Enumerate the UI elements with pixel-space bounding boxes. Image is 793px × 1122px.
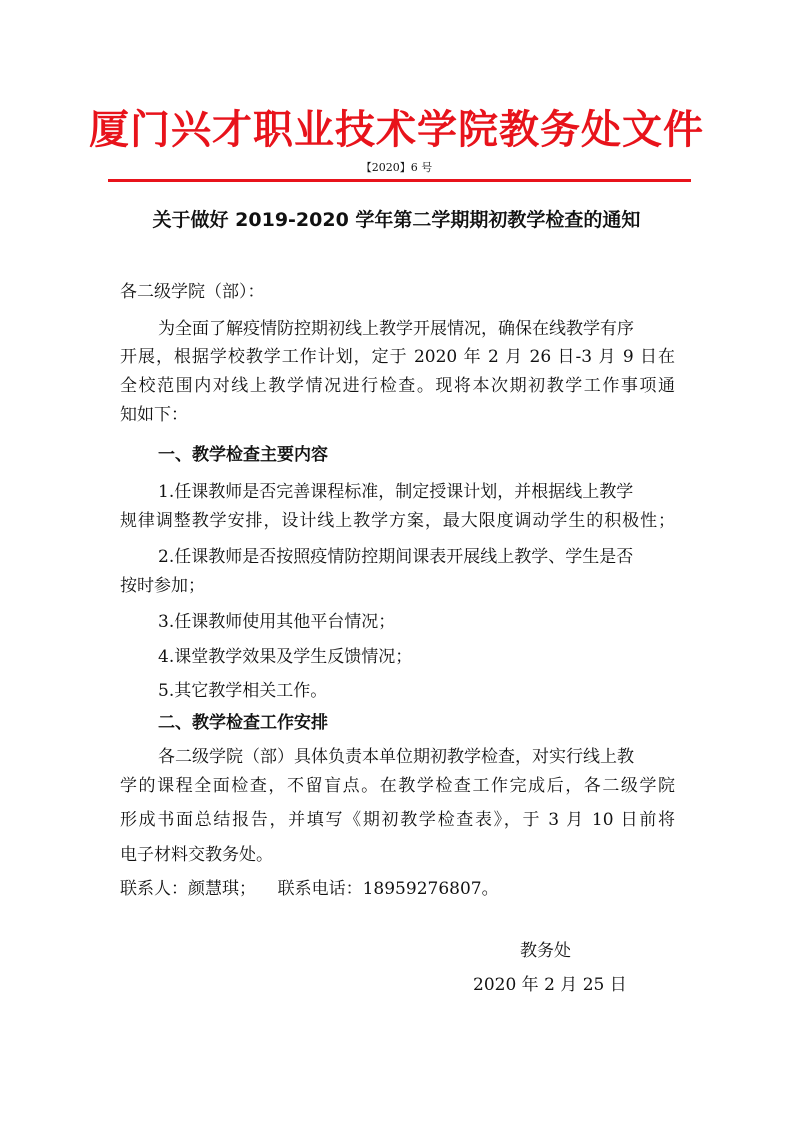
notice-title: 关于做好 2019-2020 学年第二学期期初教学检查的通知 (152, 209, 641, 231)
contact-line: 联系人：颜慧琪； 联系电话：18959276807。 (120, 879, 499, 899)
section2-heading: 二、教学检查工作安排 (158, 713, 328, 733)
intro-line-3: 全校范围内对线上教学情况进行检查。现将本次期初教学工作事项通 (120, 376, 675, 396)
section2-line-2: 学的课程全面检查，不留盲点。在教学检查工作完成后，各二级学院 (120, 776, 675, 796)
document-header-title: 厦门兴才职业技术学院教务处文件 (89, 106, 704, 153)
header-red-rule (108, 179, 691, 182)
section2-line-4: 电子材料交教务处。 (120, 845, 273, 865)
salutation: 各二级学院（部）： (120, 282, 265, 302)
section1-item-1-line-1: 1.任课教师是否完善课程标准，制定授课计划，并根据线上教学 (158, 482, 634, 502)
section1-item-4: 4.课堂教学效果及学生反馈情况； (158, 647, 413, 667)
signature-org: 教务处 (520, 941, 571, 961)
signature-date: 2020 年 2 月 25 日 (473, 975, 627, 995)
section1-item-5: 5.其它教学相关工作。 (158, 681, 328, 701)
intro-line-1: 为全面了解疫情防控期初线上教学开展情况，确保在线教学有序 (158, 319, 634, 339)
section2-line-3: 形成书面总结报告，并填写《期初教学检查表》，于 3 月 10 日前将 (120, 810, 675, 830)
section1-item-2-line-2: 按时参加； (120, 576, 205, 596)
section1-heading: 一、教学检查主要内容 (158, 445, 328, 465)
section1-item-2-line-1: 2.任课教师是否按照疫情防控期间课表开展线上教学、学生是否 (158, 547, 634, 567)
document-number: 【2020】6 号 (360, 161, 433, 174)
section2-line-1: 各二级学院（部）具体负责本单位期初教学检查，对实行线上教 (158, 747, 634, 767)
intro-line-2: 开展，根据学校教学工作计划，定于 2020 年 2 月 26 日-3 月 9 日在 (120, 347, 675, 367)
intro-line-4: 知如下： (120, 405, 188, 425)
section1-item-1-line-2: 规律调整教学安排，设计线上教学方案，最大限度调动学生的积极性； (120, 511, 675, 531)
section1-item-3: 3.任课教师使用其他平台情况； (158, 612, 396, 632)
